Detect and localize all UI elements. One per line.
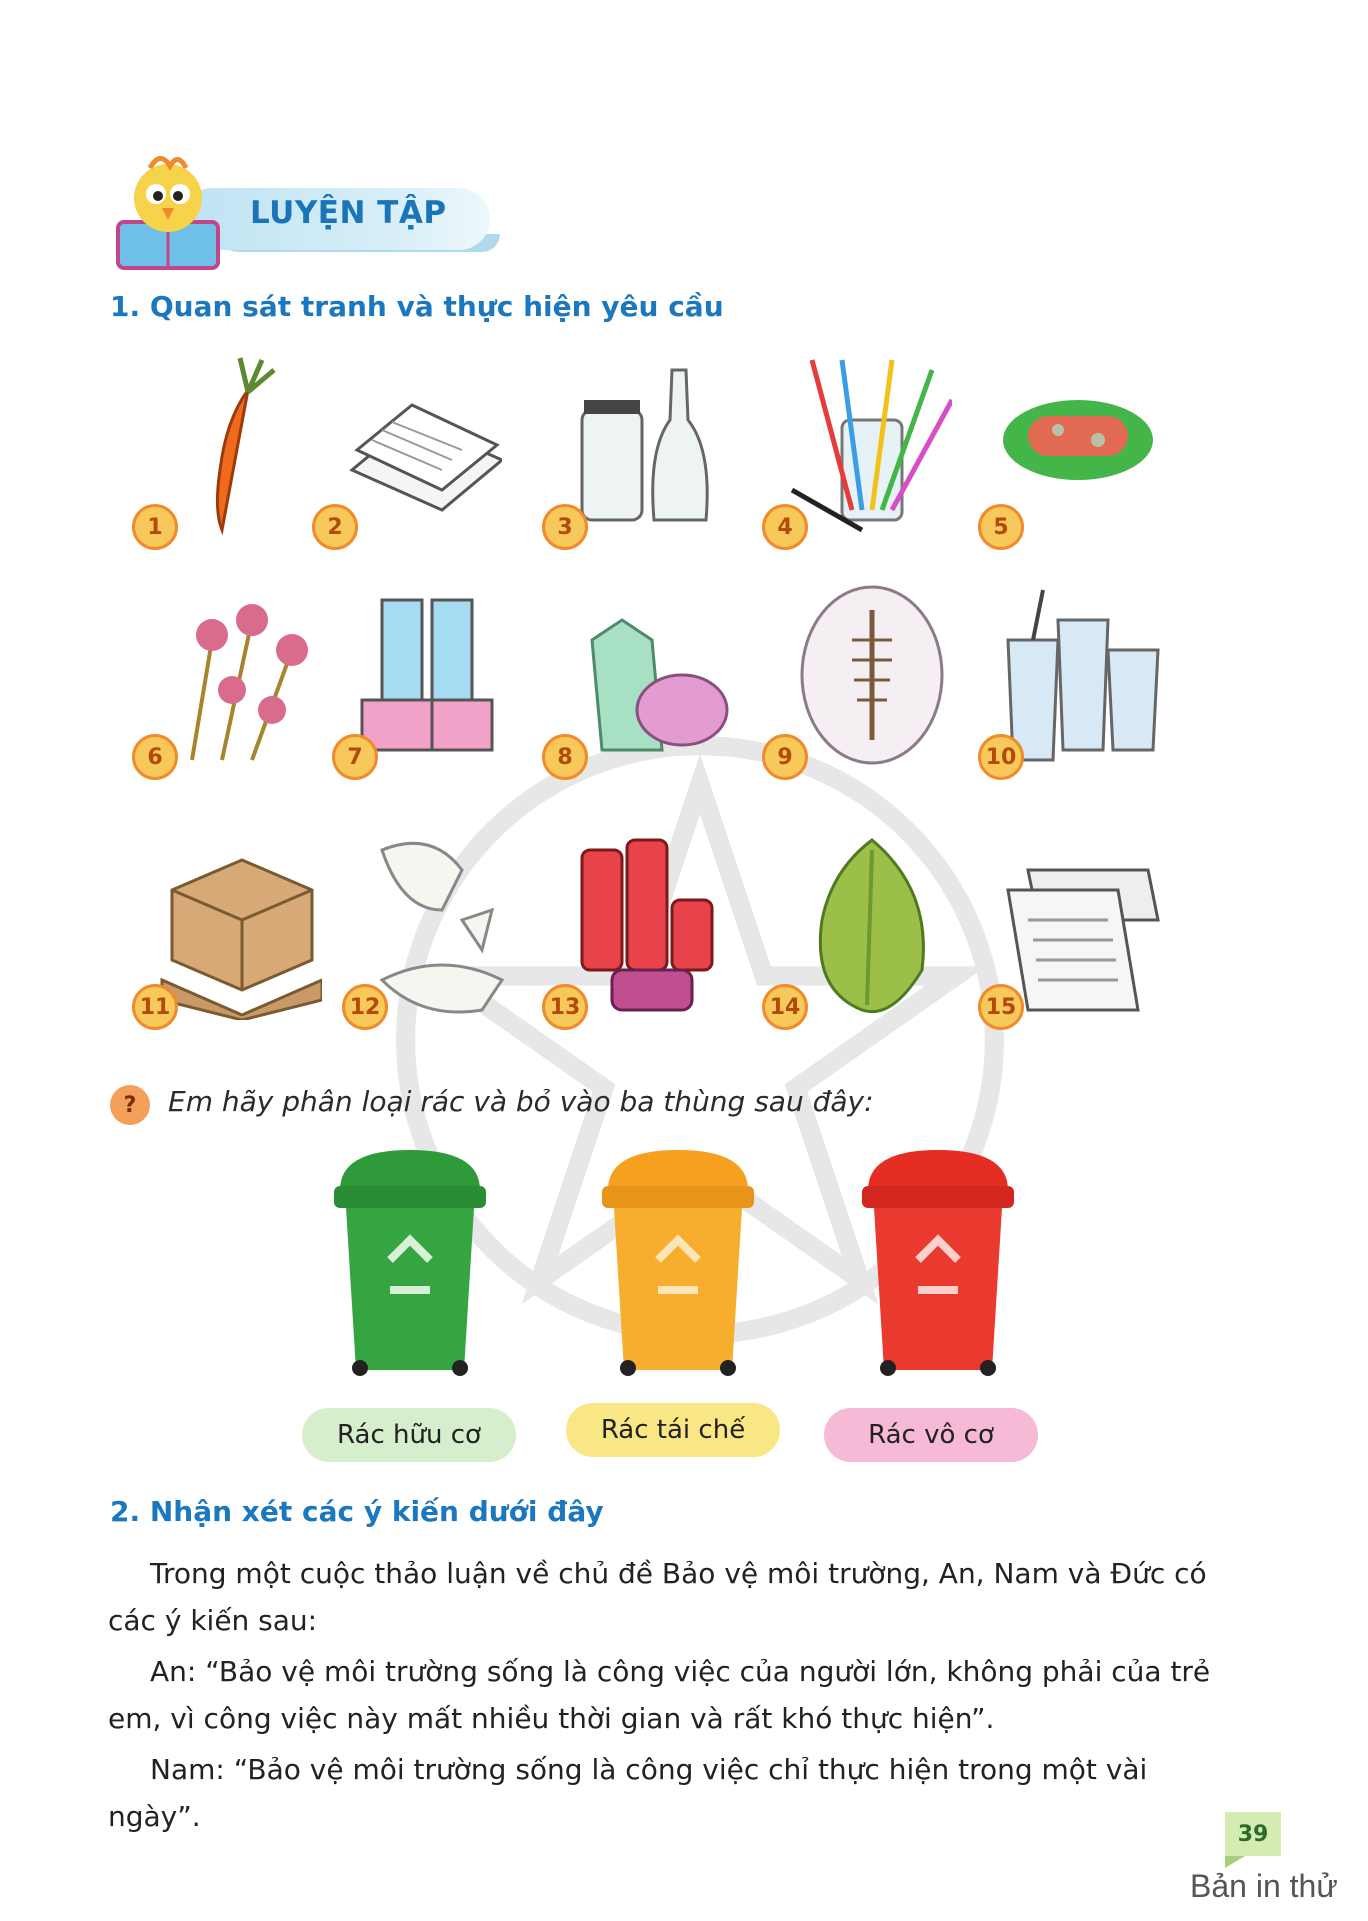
- item-number: 6: [132, 734, 178, 780]
- carrot-icon: [152, 350, 322, 540]
- item-5: [978, 350, 1168, 550]
- section-2-title: 2. Nhận xét các ý kiến dưới đây: [110, 1495, 604, 1528]
- item-8: [542, 580, 732, 780]
- item-number: 4: [762, 504, 808, 550]
- item-7: [332, 580, 522, 780]
- item-4: [762, 350, 952, 550]
- newspapers-icon: [998, 830, 1168, 1020]
- glass-jar-bottle-icon: [562, 350, 732, 540]
- item-1: [132, 350, 322, 550]
- paragraph-nam: Nam: “Bảo vệ môi trường sống là công việc chỉ thực hiện trong một vài ngày”.: [108, 1753, 1148, 1833]
- item-12: [342, 830, 532, 1030]
- question-icon: ?: [110, 1085, 150, 1125]
- orange-trash-bin-icon: [598, 1140, 758, 1380]
- header-title: LUYỆN TẬP: [250, 195, 447, 231]
- juice-boxes-icon: [352, 580, 522, 770]
- section-1-title: 1. Quan sát tranh và thực hiện yêu cầu: [110, 290, 724, 323]
- item-number: 13: [542, 984, 588, 1030]
- green-trash-bin-icon: [330, 1140, 490, 1380]
- item-number: 9: [762, 734, 808, 780]
- plastic-bags-icon: [562, 580, 732, 770]
- fish-bones-icon: [782, 580, 952, 770]
- item-15: [978, 830, 1168, 1030]
- item-9: [762, 580, 952, 780]
- moldy-sausage-icon: [998, 350, 1168, 540]
- recyclable-waste-label: Rác tái chế: [566, 1403, 780, 1457]
- cardboard-box-icon: [152, 830, 322, 1020]
- section-header: [110, 150, 510, 270]
- item-number: 14: [762, 984, 808, 1030]
- question-text: Em hãy phân loại rác và bỏ vào ba thùng sau đây:: [168, 1085, 874, 1118]
- item-3: [542, 350, 732, 550]
- item-number: 1: [132, 504, 178, 550]
- soda-cans-icon: [562, 830, 732, 1020]
- item-number: 3: [542, 504, 588, 550]
- item-6: [132, 580, 322, 780]
- item-number: 10: [978, 734, 1024, 780]
- broken-ceramic-icon: [362, 830, 532, 1020]
- item-number: 7: [332, 734, 378, 780]
- paragraph-intro: Trong một cuộc thảo luận về chủ đề Bảo vệ môi trường, An, Nam và Đức có các ý kiến sau:: [108, 1557, 1207, 1637]
- item-11: [132, 830, 322, 1030]
- item-number: 8: [542, 734, 588, 780]
- lettuce-leaf-icon: [782, 830, 952, 1020]
- plastic-straws-icon: [782, 350, 952, 540]
- item-14: [762, 830, 952, 1030]
- page-number: 39: [1225, 1812, 1281, 1856]
- item-number: 5: [978, 504, 1024, 550]
- red-trash-bin-icon: [858, 1140, 1018, 1380]
- bird-mascot-icon: [110, 150, 240, 270]
- item-number: 11: [132, 984, 178, 1030]
- item-2: [312, 350, 502, 550]
- plastic-cups-icon: [998, 580, 1168, 770]
- draft-label: Bản in thử: [1190, 1868, 1338, 1904]
- item-number: 15: [978, 984, 1024, 1030]
- item-number: 12: [342, 984, 388, 1030]
- item-10: [978, 580, 1168, 780]
- item-number: 2: [312, 504, 358, 550]
- paper-stack-icon: [332, 350, 502, 540]
- page-number-tab: [1225, 1856, 1245, 1868]
- paragraph-an: An: “Bảo vệ môi trường sống là công việc của người lớn, không phải của trẻ em, vì công việc này mất nhiều thời gian và rất khó thực hiện”.: [108, 1655, 1211, 1735]
- wilted-flowers-icon: [152, 580, 322, 770]
- item-13: [542, 830, 732, 1030]
- organic-waste-label: Rác hữu cơ: [302, 1408, 516, 1462]
- inorganic-waste-label: Rác vô cơ: [824, 1408, 1038, 1462]
